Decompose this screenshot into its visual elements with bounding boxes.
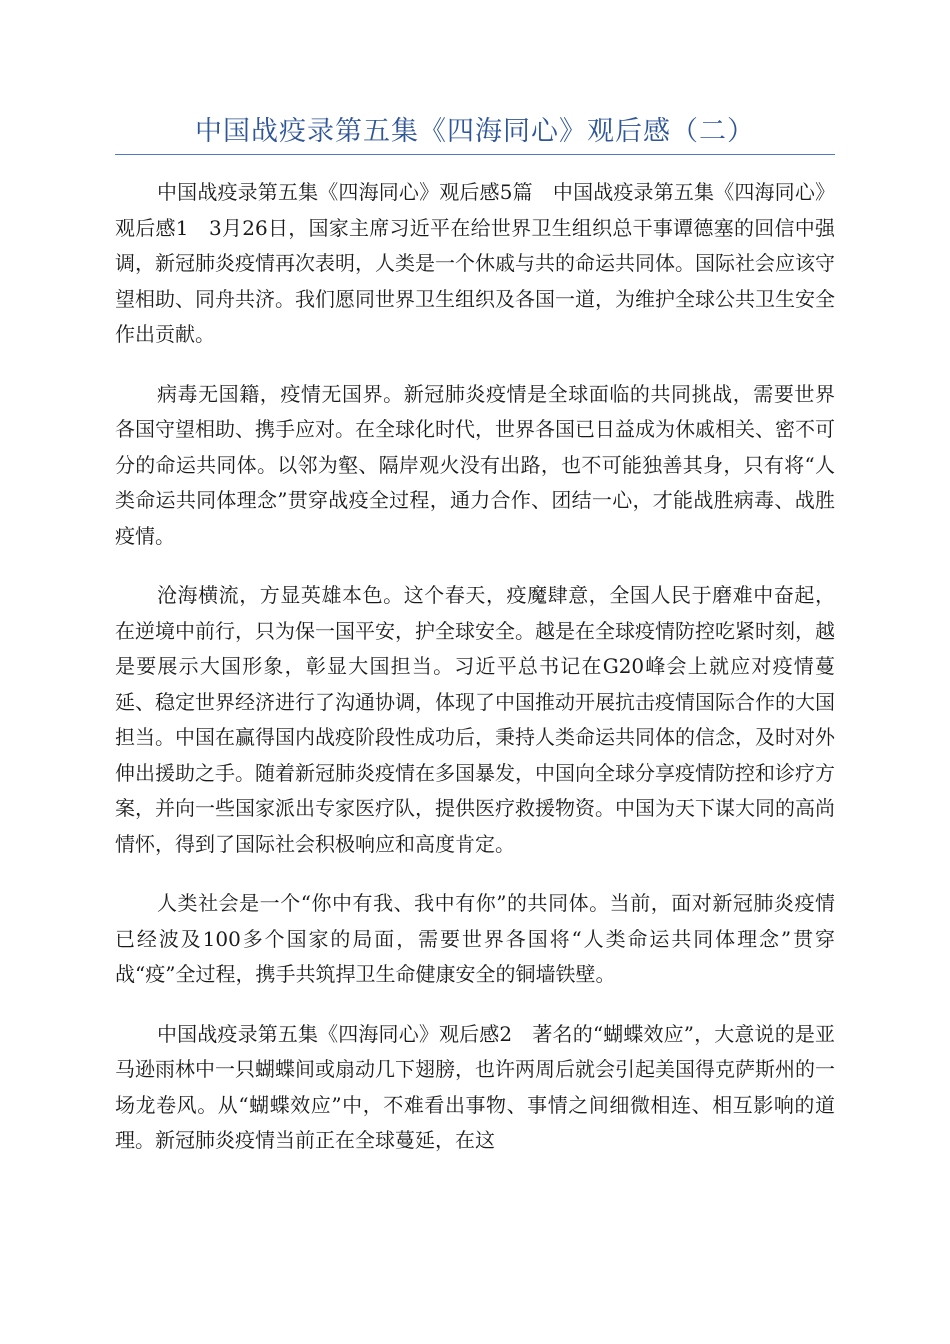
title-underline	[115, 154, 835, 155]
paragraph-5: 中国战疫录第五集《四海同心》观后感2 著名的“蝴蝶效应”，大意说的是亚马逊雨林中一只蝴蝶间或扇动几下翅膀，也许两周后就会引起美国得克萨斯州的一场龙卷风。从“蝴蝶效应”中，不难看出事物、事情之间细微相连、相互影响的道理。新冠肺炎疫情当前正在全球蔓延，在这	[115, 1021, 835, 1152]
document-title: 中国战疫录第五集《四海同心》观后感（二）	[195, 116, 755, 147]
document-body	[115, 175, 835, 1183]
paragraph-2: 病毒无国籍，疫情无国界。新冠肺炎疫情是全球面临的共同挑战，需要世界各国守望相助、携手应对。在全球化时代，世界各国已日益成为休戚相关、密不可分的命运共同体。以邻为壑、隔岸观火没有出路，也不可能独善其身，只有将“人类命运共同体理念”贯穿战疫全过程，通力合作、团结一心，才能战胜病毒、战胜疫情。	[115, 381, 835, 548]
paragraph-3: 沧海横流，方显英雄本色。这个春天，疫魔肆意，全国人民于磨难中奋起，在逆境中前行，只为保一国平安，护全球安全。越是在全球疫情防控吃紧时刻，越是要展示大国形象，彰显大国担当。习近平总书记在G20峰会上就应对疫情蔓延、稳定世界经济进行了沟通协调，体现了中国推动开展抗击疫情国际合作的大国担当。中国在赢得国内战疫阶段性成功后，秉持人类命运共同体的信念，及时对外伸出援助之手。随着新冠肺炎疫情在多国暴发，中国向全球分享疫情防控和诊疗方案，并向一些国家派出专家医疗队，提供医疗救援物资。中国为天下谋大同的高尚情怀，得到了国际社会积极响应和高度肯定。	[115, 583, 835, 856]
paragraph-4: 人类社会是一个“你中有我、我中有你”的共同体。当前，面对新冠肺炎疫情已经波及100多个国家的局面，需要世界各国将“人类命运共同体理念”贯穿战“疫”全过程，携手共筑捍卫生命健康安全的铜墙铁壁。	[115, 891, 835, 986]
paragraph-1: 中国战疫录第五集《四海同心》观后感5篇 中国战疫录第五集《四海同心》观后感1 3月26日，国家主席习近平在给世界卫生组织总干事谭德塞的回信中强调，新冠肺炎疫情再次表明，人类是一个休戚与共的命运共同体。国际社会应该守望相助、同舟共济。我们愿同世界卫生组织及各国一道，为维护全球公共卫生安全作出贡献。	[115, 180, 835, 346]
